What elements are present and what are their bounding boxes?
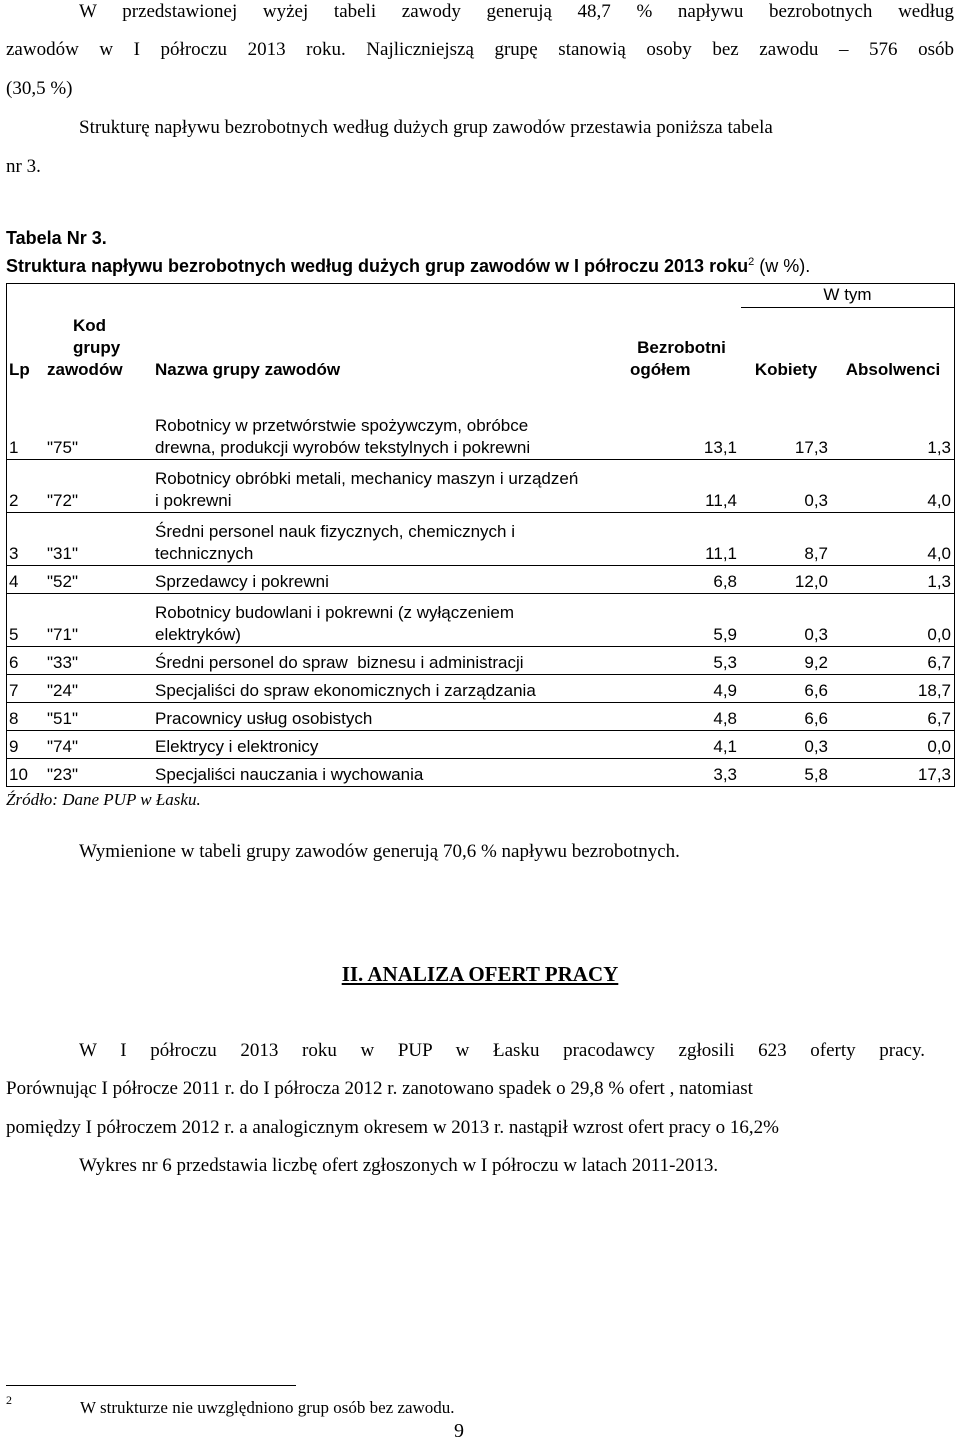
cell-ogolem: 4,9 <box>623 675 741 703</box>
cell-absolwenci: 0,0 <box>832 594 955 647</box>
cell-ogolem: 3,3 <box>623 759 741 787</box>
table-label: Tabela Nr 3. <box>6 228 107 248</box>
header-absolwenci <box>832 308 955 382</box>
cell-kod: "33" <box>45 647 153 675</box>
table-row <box>7 731 955 759</box>
cell-lp: 5 <box>7 594 45 647</box>
cell-absolwenci: 1,3 <box>832 382 955 460</box>
cell-nazwa: Specjaliści do spraw ekonomicznych i zarządzania <box>153 675 623 703</box>
cell-ogolem: 11,4 <box>623 460 741 513</box>
header-w-tym <box>741 284 955 308</box>
cell-kod: "52" <box>45 566 153 594</box>
cell-ogolem: 4,8 <box>623 703 741 731</box>
cell-kod: "71" <box>45 594 153 647</box>
cell-nazwa: Robotnicy w przetwórstwie spożywczym, obróbce drewna, produkcji wyrobów tekstylnych i pokrewni <box>153 382 623 460</box>
cell-kod: "24" <box>45 675 153 703</box>
table-row <box>7 647 955 675</box>
cell-kobiety: 5,8 <box>741 759 832 787</box>
cell-absolwenci: 17,3 <box>832 759 955 787</box>
cell-kod: "23" <box>45 759 153 787</box>
table-row <box>7 594 955 647</box>
cell-nazwa: Elektrycy i elektronicy <box>153 731 623 759</box>
cell-lp: 1 <box>7 382 45 460</box>
cell-lp: 6 <box>7 647 45 675</box>
cell-nazwa: Robotnicy obróbki metali, mechanicy maszyn i urządzeń i pokrewni <box>153 460 623 513</box>
cell-lp: 2 <box>7 460 45 513</box>
header-row-top <box>7 284 955 308</box>
table-row <box>7 759 955 787</box>
intro-line-3: (30,5 %) <box>6 78 73 99</box>
cell-kobiety: 0,3 <box>741 594 832 647</box>
header-nazwa-text: Nazwa grupy zawodów <box>155 360 341 379</box>
table-title-suffix: (w %). <box>754 256 811 276</box>
cell-absolwenci: 4,0 <box>832 460 955 513</box>
table-source: Źródło: Dane PUP w Łasku. <box>6 790 201 809</box>
cell-kobiety: 17,3 <box>741 382 832 460</box>
intro-line-2: zawodów w I półroczu 2013 roku. Najliczniejszą grupę stanowią osoby bez zawodu – 576 osób <box>6 39 954 60</box>
cell-absolwenci: 18,7 <box>832 675 955 703</box>
cell-kod: "74" <box>45 731 153 759</box>
cell-absolwenci: 1,3 <box>832 566 955 594</box>
cell-absolwenci: 6,7 <box>832 703 955 731</box>
footnote-number: 2 <box>6 1393 12 1407</box>
cell-ogolem: 13,1 <box>623 382 741 460</box>
intro-line-5: nr 3. <box>6 156 41 177</box>
intro-line-1: W przedstawionej wyżej tabeli zawody generują 48,7 % napływu bezrobotnych według <box>79 1 954 22</box>
cell-nazwa: Średni personel nauk fizycznych, chemicznych i technicznych <box>153 513 623 566</box>
cell-absolwenci: 4,0 <box>832 513 955 566</box>
summary-text: Wymienione w tabeli grupy zawodów generują 70,6 % napływu bezrobotnych. <box>79 841 680 862</box>
header-kod <box>45 284 153 382</box>
footnote-text: W strukturze nie uwzględniono grup osób bez zawodu. <box>80 1398 455 1417</box>
cell-kobiety: 6,6 <box>741 675 832 703</box>
footnote-ref: 2 <box>748 256 755 268</box>
cell-nazwa: Sprzedawcy i pokrewni <box>153 566 623 594</box>
intro-line-4: Strukturę napływu bezrobotnych według dużych grup zawodów przestawia poniższa tabela <box>79 117 773 138</box>
cell-nazwa: Średni personel do spraw biznesu i administracji <box>153 647 623 675</box>
header-lp <box>7 284 45 382</box>
header-kod-1: Kod <box>73 316 107 335</box>
header-bezrobotni-2: ogółem <box>630 360 691 379</box>
header-kobiety <box>741 308 832 382</box>
cell-ogolem: 5,3 <box>623 647 741 675</box>
cell-kobiety: 12,0 <box>741 566 832 594</box>
cell-kod: "31" <box>45 513 153 566</box>
page-number: 9 <box>454 1420 464 1442</box>
cell-kobiety: 9,2 <box>741 647 832 675</box>
header-kod-3: zawodów <box>47 360 123 379</box>
table-title-text: Struktura napływu bezrobotnych według dużych grup zawodów w I półroczu 2013 roku <box>6 256 749 276</box>
table-row <box>7 382 955 460</box>
cell-ogolem: 5,9 <box>623 594 741 647</box>
table-row <box>7 675 955 703</box>
header-nazwa <box>153 284 623 382</box>
header-w-tym-text: W tym <box>823 285 872 304</box>
cell-lp: 8 <box>7 703 45 731</box>
header-bezrobotni-1: Bezrobotni <box>637 338 726 357</box>
section-heading: II. ANALIZA OFERT PRACY <box>341 962 619 986</box>
cell-absolwenci: 0,0 <box>832 731 955 759</box>
cell-lp: 4 <box>7 566 45 594</box>
header-absolwenci-text: Absolwenci <box>845 360 941 379</box>
cell-nazwa: Pracownicy usług osobistych <box>153 703 623 731</box>
table-row <box>7 513 955 566</box>
header-kobiety-text: Kobiety <box>754 360 818 379</box>
section-line-1: W I półroczu 2013 roku w PUP w Łasku pracodawcy zgłosili 623 oferty pracy. <box>79 1040 925 1061</box>
header-lp-text: Lp <box>9 360 30 379</box>
cell-lp: 7 <box>7 675 45 703</box>
section-line-2: Porównując I półrocze 2011 r. do I półrocza 2012 r. zanotowano spadek o 29,8 % ofert , natomiast <box>6 1078 753 1099</box>
cell-kobiety: 0,3 <box>741 731 832 759</box>
cell-kobiety: 6,6 <box>741 703 832 731</box>
cell-kobiety: 0,3 <box>741 460 832 513</box>
cell-lp: 3 <box>7 513 45 566</box>
cell-kobiety: 8,7 <box>741 513 832 566</box>
section-line-4: Wykres nr 6 przedstawia liczbę ofert zgłoszonych w I półroczu w latach 2011-2013. <box>79 1155 719 1176</box>
cell-lp: 9 <box>7 731 45 759</box>
table-row <box>7 703 955 731</box>
footnote-separator <box>6 1385 296 1386</box>
data-table <box>6 283 955 787</box>
cell-ogolem: 6,8 <box>623 566 741 594</box>
cell-nazwa: Robotnicy budowlani i pokrewni (z wyłączeniem elektryków) <box>153 594 623 647</box>
cell-absolwenci: 6,7 <box>832 647 955 675</box>
header-bezrobotni <box>623 284 741 382</box>
table-row <box>7 460 955 513</box>
cell-kod: "75" <box>45 382 153 460</box>
cell-ogolem: 4,1 <box>623 731 741 759</box>
header-kod-2: grupy <box>73 338 121 357</box>
cell-nazwa: Specjaliści nauczania i wychowania <box>153 759 623 787</box>
table-row <box>7 566 955 594</box>
cell-kod: "51" <box>45 703 153 731</box>
cell-lp: 10 <box>7 759 45 787</box>
section-line-3: pomiędzy I półroczem 2012 r. a analogicznym okresem w 2013 r. nastąpił wzrost ofert pracy o 16,2% <box>6 1117 779 1138</box>
cell-ogolem: 11,1 <box>623 513 741 566</box>
cell-kod: "72" <box>45 460 153 513</box>
table-title <box>6 256 810 277</box>
